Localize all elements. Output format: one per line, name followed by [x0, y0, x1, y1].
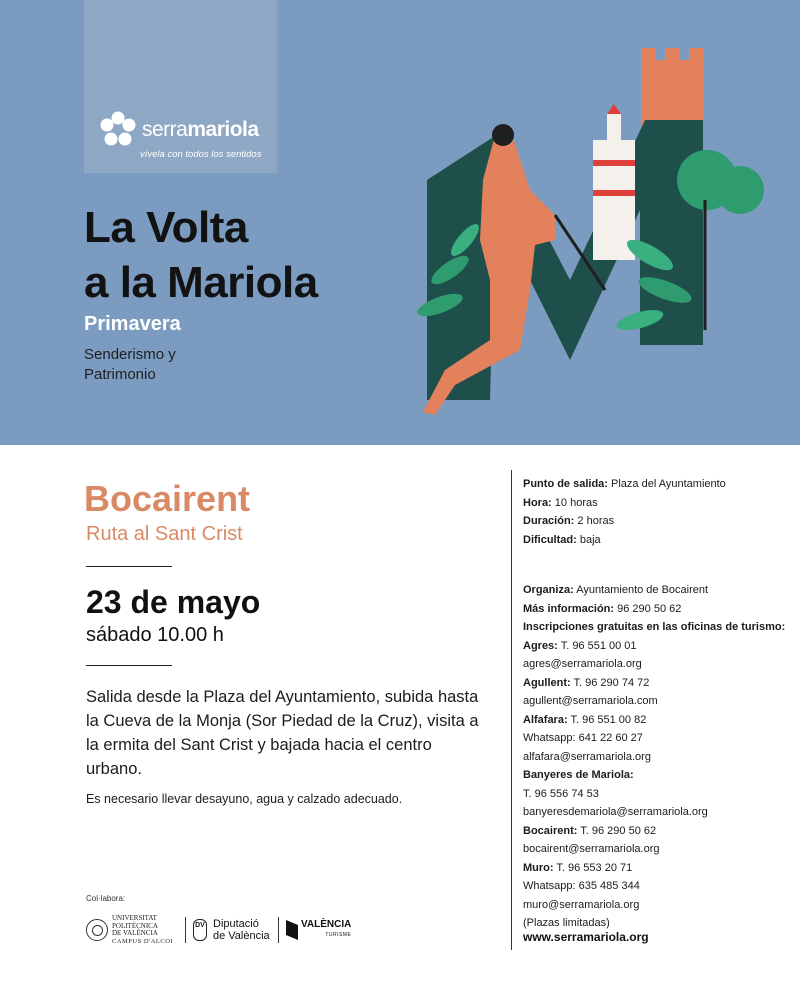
email-link[interactable]: agullent@serramariola.com	[523, 695, 658, 707]
divider	[86, 665, 172, 666]
subtitle: Senderismo y Patrimonio	[84, 346, 176, 383]
registration-label: Inscripciones gratuitas en las oficinas de turismo:	[523, 621, 786, 633]
office-agres: Agres: T. 96 551 00 01 agres@serramariola.org	[523, 637, 793, 674]
office-muro: Muro: T. 96 553 20 71 Whatsapp: 635 485 344 muro@serramariola.org	[523, 859, 793, 915]
partner-logos	[86, 910, 351, 950]
organizer: Organiza: Ayuntamiento de Bocairent	[523, 584, 709, 596]
divider	[185, 917, 186, 943]
brand-name: serramariola	[142, 118, 259, 141]
difficulty: Dificultad: baja	[523, 533, 601, 546]
email-link[interactable]: banyeresdemariola@serramariola.org	[523, 806, 708, 818]
office-banyeres: Banyeres de Mariola: T. 96 556 74 53 banyeresdemariola@serramariola.org	[523, 766, 793, 822]
hero-banner	[0, 0, 800, 445]
upv-seal-icon	[86, 919, 108, 941]
flower-logo-icon	[98, 110, 138, 150]
more-info: Más información: 96 290 50 62	[523, 602, 682, 615]
page-title: La Volta a la Mariola	[84, 203, 318, 307]
start-hour: Hora: 10 horas	[523, 496, 598, 509]
divider	[86, 566, 172, 567]
office-alfafara: Alfafara: T. 96 551 00 82 Whatsapp: 641 22 60 27 alfafara@serramariola.org	[523, 711, 793, 767]
contact-info	[523, 581, 793, 933]
event-details	[523, 475, 793, 549]
hiker-mountain-illustration	[395, 40, 775, 445]
email-link[interactable]: muro@serramariola.org	[523, 898, 640, 911]
email-link[interactable]: bocairent@serramariola.org	[523, 843, 660, 855]
collaborators-label: Col·labora:	[86, 894, 126, 903]
town-name: Bocairent	[84, 478, 251, 519]
divider	[278, 917, 279, 943]
email-link[interactable]: alfafara@serramariola.org	[523, 750, 651, 763]
serramariola-logo	[84, 0, 277, 173]
event-time: sábado 10.00 h	[86, 624, 224, 646]
event-date: 23 de mayo	[86, 584, 261, 620]
equipment-note: Es necesario llevar desayuno, agua y calzado adecuado.	[86, 792, 403, 806]
brand-tagline: vívela con todos los sentidos	[140, 149, 262, 160]
column-divider	[511, 470, 512, 950]
valencia-turisme-mark-icon	[286, 920, 298, 940]
limited-places: (Plazas limitadas)	[523, 917, 610, 929]
valencia-turisme-logo: VALÈNCIA TURISME	[301, 919, 352, 938]
route-name: Ruta al Sant Crist	[86, 523, 243, 545]
email-link[interactable]: agres@serramariola.org	[523, 658, 642, 670]
season-label: Primavera	[84, 313, 181, 335]
diputacio-mark-icon: DV	[193, 919, 207, 941]
office-agullent: Agullent: T. 96 290 74 72 agullent@serramariola.com	[523, 674, 793, 711]
website-link[interactable]: www.serramariola.org	[523, 930, 649, 944]
diputacio-logo: Diputació de València	[213, 918, 270, 942]
duration: Duración: 2 horas	[523, 515, 615, 527]
start-point: Punto de salida: Plaza del Ayuntamiento	[523, 478, 726, 490]
upv-logo: UNIVERSITAT POLITÈCNICA DE VALÈNCIA CAMPUS D'ALCOI	[86, 915, 178, 945]
office-bocairent: Bocairent: T. 96 290 50 62 bocairent@serramariola.org	[523, 822, 793, 859]
event-description: Salida desde la Plaza del Ayuntamiento, subida hasta la Cueva de la Monja (Sor Piedad de la Cruz), visita a la ermita del Sant Crist y bajada hacia el centro urbano.	[86, 688, 479, 778]
